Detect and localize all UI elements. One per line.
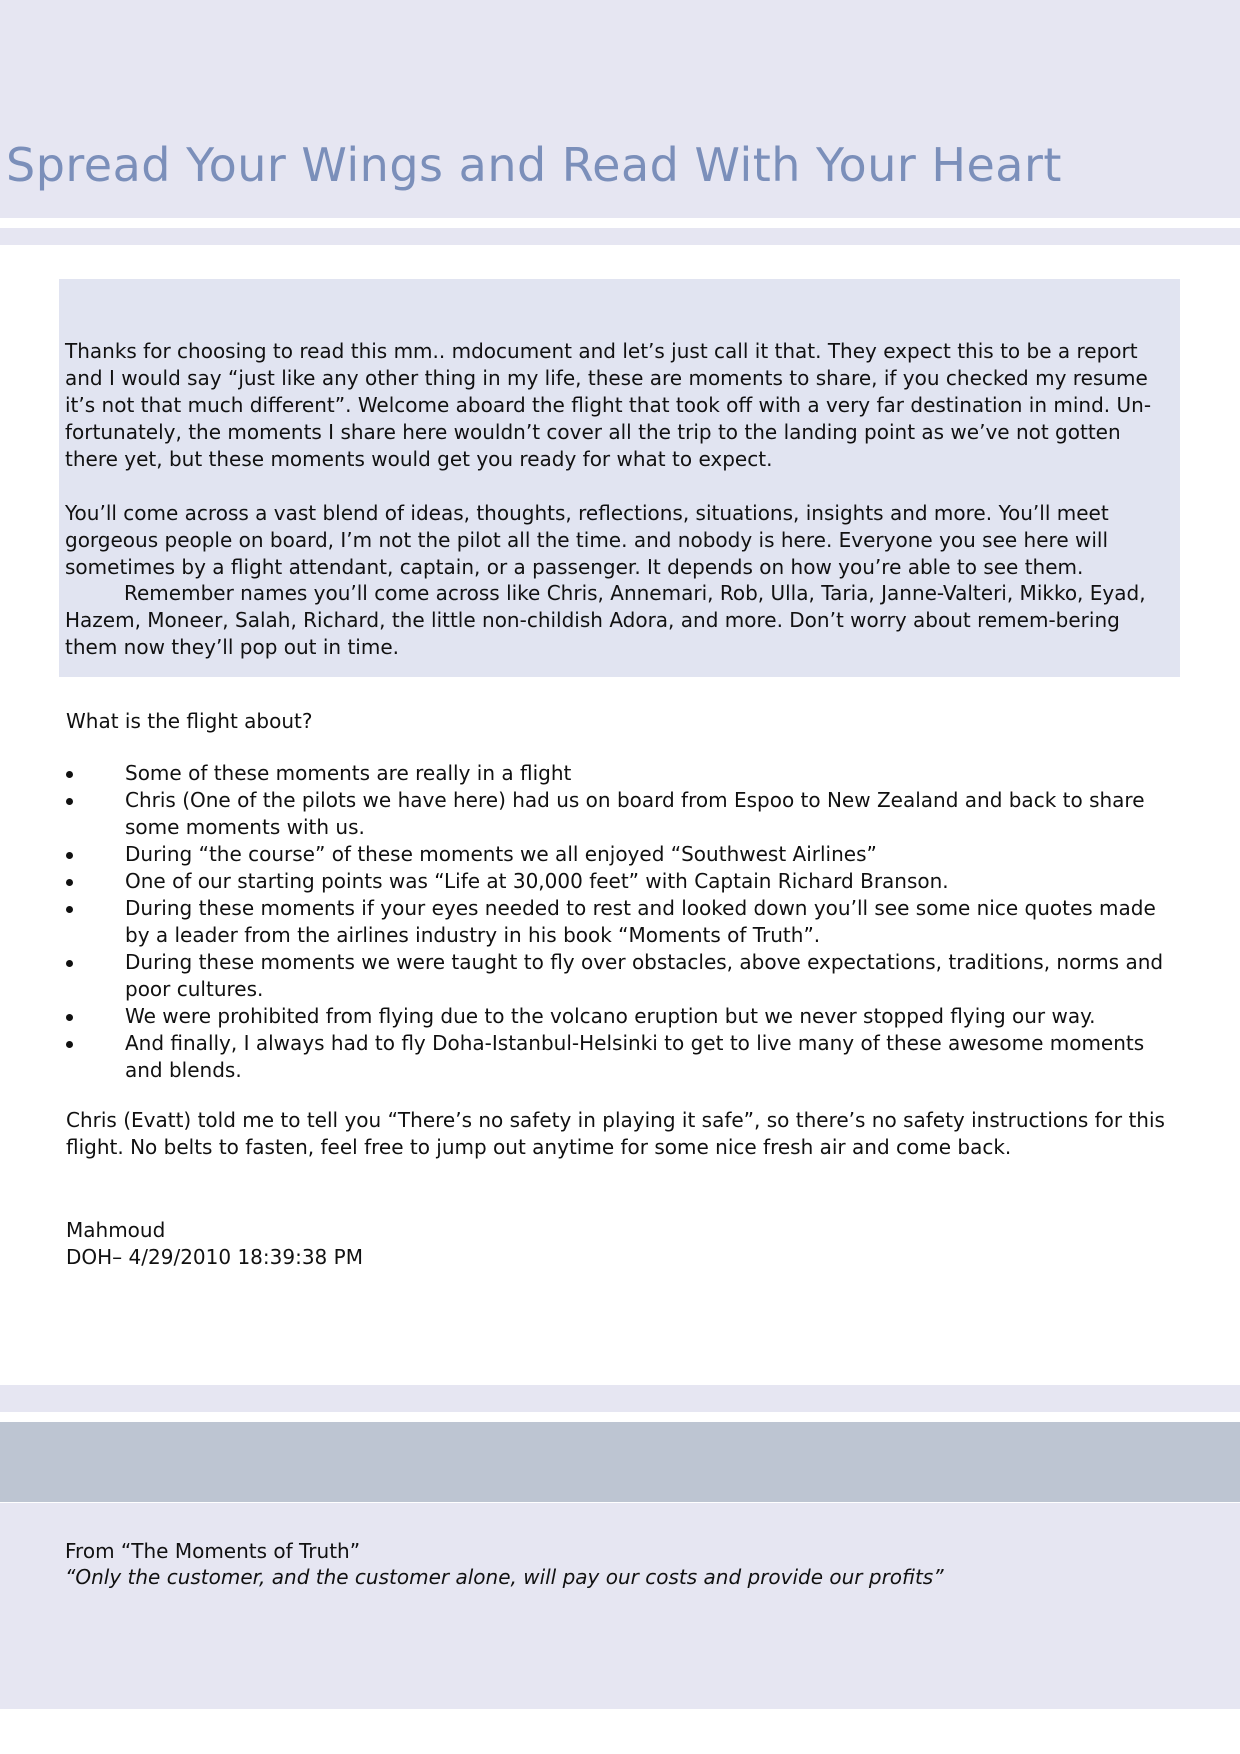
list-item (66, 787, 1176, 841)
bullet-icon (66, 1041, 73, 1048)
list-item (66, 760, 1176, 787)
header-stripe (0, 228, 1240, 245)
bullet-icon (66, 852, 73, 859)
quote-text: “Only the customer, and the customer alone, will pay our costs and provide our profits” (65, 1565, 944, 1589)
section-question: What is the flight about? (66, 709, 313, 733)
bullet-icon (66, 879, 73, 886)
list-item (66, 895, 1176, 949)
list-item-text: Chris (One of the pilots we have here) had us on board from Espoo to New Zealand and back to share some moments with us. (125, 788, 1145, 839)
footer-band (0, 1503, 1240, 1709)
page-title: Spread Your Wings and Read With Your Heart (6, 138, 1062, 192)
list-item-text: We were prohibited from flying due to the volcano eruption but we never stopped flying our way. (125, 1004, 1096, 1028)
bullet-icon (66, 960, 73, 967)
list-item-text: During these moments if your eyes needed to rest and looked down you’ll see some nice quotes made by a leader from the airlines industry in his book “Moments of Truth”. (125, 896, 1156, 947)
closing-paragraph: Chris (Evatt) told me to tell you “There’s no safety in playing it safe”, so there’s no safety instructions for this flight. No belts to fasten, feel free to jump out anytime for some nice fresh air and come back. (66, 1108, 1165, 1159)
intro-paragraph-2: You’ll come across a vast blend of ideas, thoughts, reflections, situations, insights and more. You’ll meet gorgeous people on board, I’m not the pilot all the time. and nobody is here. Everyone you see here will sometimes by a flight attendant, captain, or a passenger. It depends on how you’re able to see them. (65, 501, 1109, 579)
list-item (66, 841, 1176, 868)
list-item-text: During “the course” of these moments we all enjoyed “Southwest Airlines” (125, 842, 877, 866)
quote-source: From “The Moments of Truth” (65, 1539, 361, 1563)
list-item (66, 1003, 1176, 1030)
list-item-text: During these moments we were taught to fly over obstacles, above expectations, traditions, norms and poor cultures. (125, 950, 1164, 1001)
footer-stripe (0, 1385, 1240, 1412)
intro-paragraph-1: Thanks for choosing to read this mm.. mdocument and let’s just call it that. They expect this to be a report and I would say “just like any other thing in my life, these are moments to share, if you checked my resume it’s not that much different”. Welcome aboard the flight that took off with a very far destination in mind. Un-fortunately, the moments I share here wouldn’t cover all the trip to the landing point as we’ve not gotten there yet, but these moments would get you ready for what to expect. (65, 339, 1152, 471)
signature-date: DOH– 4/29/2010 18:39:38 PM (66, 1245, 363, 1269)
list-item-text: And finally, I always had to fly Doha-Istanbul-Helsinki to get to live many of these awesome moments and blends. (125, 1031, 1145, 1082)
list-item (66, 1030, 1176, 1084)
signature-name: Mahmoud (66, 1218, 166, 1242)
bullet-icon (66, 771, 73, 778)
bullet-icon (66, 798, 73, 805)
intro-paragraph-3: Remember names you’ll come across like Chris, Annemari, Rob, Ulla, Taria, Janne-Valteri, Mikko, Eyad, Hazem, Moneer, Salah, Richard, the little non-childish Adora, and more. Don’t worry about remem-bering them now they’ll pop out in time. (65, 581, 1146, 659)
list-item (66, 868, 1176, 895)
footer-dark-band (0, 1422, 1240, 1502)
bullet-icon (66, 1014, 73, 1021)
bullet-icon (66, 906, 73, 913)
list-item-text: Some of these moments are really in a flight (125, 761, 572, 785)
list-item (66, 949, 1176, 1003)
list-item-text: One of our starting points was “Life at 30,000 feet” with Captain Richard Branson. (125, 869, 949, 893)
bullet-list (66, 760, 1176, 1084)
